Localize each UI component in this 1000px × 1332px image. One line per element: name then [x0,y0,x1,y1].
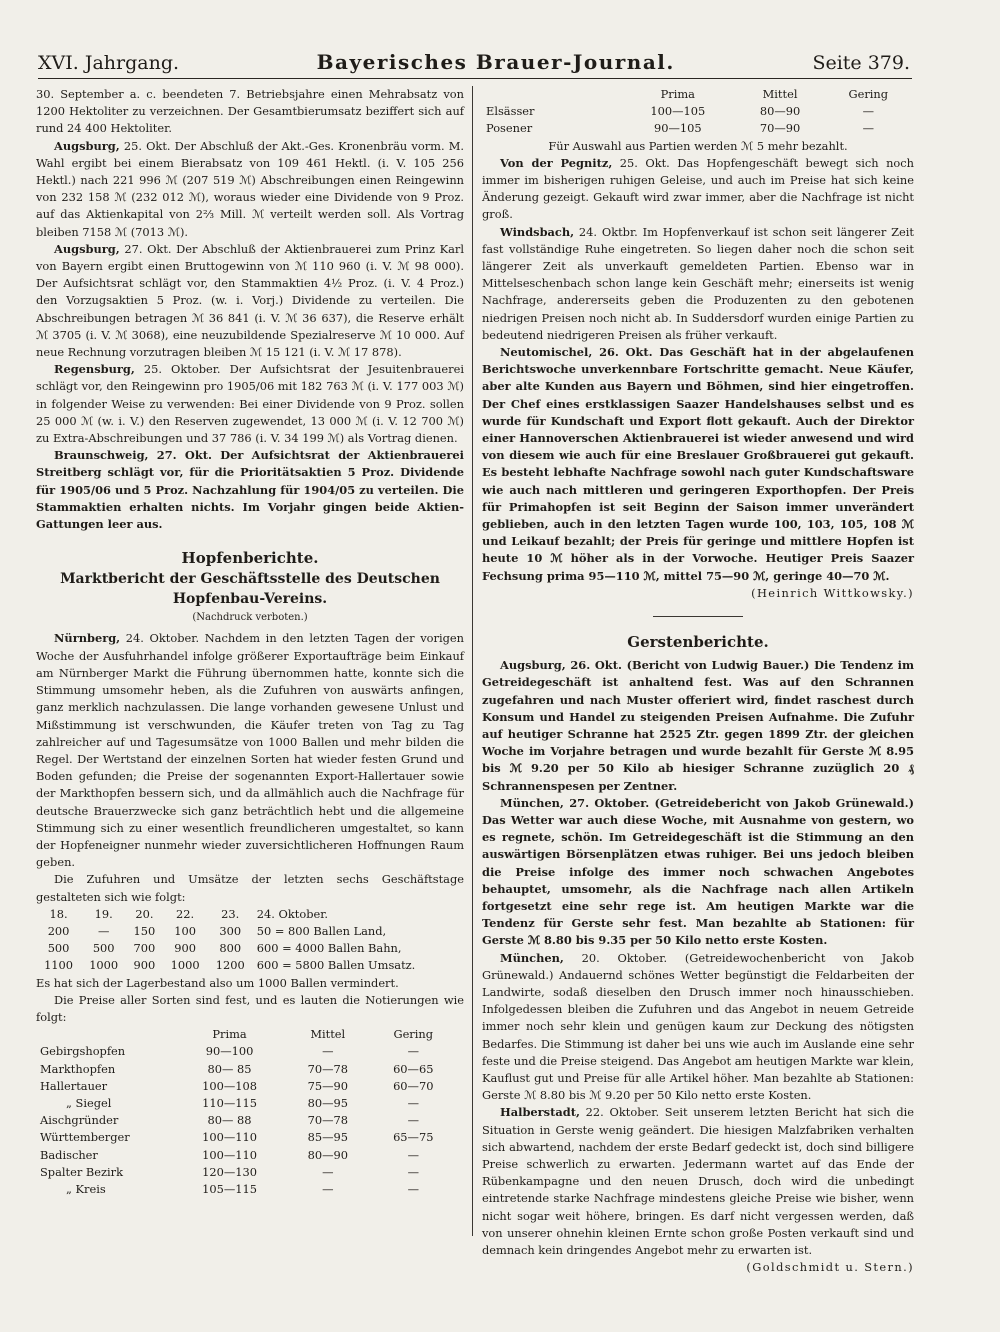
table-cell: 80—90 [307,1147,348,1162]
table-cell: 80— 88 [207,1113,252,1128]
table-cell: 60—65 [393,1061,434,1076]
table-cell: 150 [133,923,156,938]
table-cell: — [407,1181,419,1196]
hop-price-table [36,1026,456,1198]
table-cell: 80— 85 [207,1061,252,1076]
article-text: 27. Oktober. (Getreidebericht von Jakob Grünewald.) Das Wetter war auch diese Woche, mit Ausnahme von gestern, wo es regnete, schön. Im Getreidegeschäft ist die Stimmung an den auswärtigen Börsenplätzen etwas ruhiger. Bei uns jedoch bleiben die Preise infolge des immer noch schwachen Angebotes behauptet, umsomehr, als die Nachfrage nach allen Artikeln fortgesetzt eine sehr rege ist. Am heutigen Markte war die Tendenz für Gerste sehr fest. Man bezahlte ab Stationen: für Gerste ℳ 8.80 bis 9.35 per 50 Kilo netto erste Kosten. [482,795,914,948]
article-lead: Augsburg, [54,241,120,256]
table-row [36,1061,456,1078]
left-column [36,86,464,1198]
table-header: Prima [660,87,695,101]
table-cell: — [407,1044,419,1059]
article-paragraph: Die Zufuhren und Umsätze der letzten sechs Geschäftstage gestalteten sich wie folgt: [36,872,464,904]
table-cell: — [322,1044,334,1059]
article-paragraph [482,950,914,1105]
table-cell: 1000 [170,958,200,973]
journal-title: Bayerisches Brauer-Journal. [316,50,675,74]
table-row [36,1129,456,1146]
article-text: 20. Oktober. (Getreidewochenbericht von Jakob Grünewald.) Andauernd schönes Wetter begünstigt die Feldarbeiten der Landwirte, sodaß dieselben den Drusch immer noch hinausschieben. Infolgedessen bleiben die Zufuhren und das Angebot in neuem Getreide immer noch sehr klein und genügen kaum zur Deckung des nötigsten Bedarfes. Die Stimmung ist daher bei uns wie auch im Auslande eine sehr feste und die Preise steigend. Das Angebot am heutigen Markte war klein, Kauflust gut und Preise für alle Artikel höher. Man bezahlte ab Stationen: Gerste ℳ 8.80 bis ℳ 9.20 per 50 Kilo netto erste Kosten. [482,950,914,1103]
table-cell: 80—95 [307,1095,348,1110]
article-lead: München, [500,795,564,810]
table-cell: — [407,1147,419,1162]
table-cell: 18. [49,906,68,921]
article-lead: Augsburg, [54,138,120,153]
signature: (Goldschmidt u. Stern.) [746,1260,914,1275]
table-cell: 75—90 [307,1078,348,1093]
table-cell: Hallertauer [40,1078,108,1093]
article-lead: Halberstadt, [500,1105,580,1120]
table-row [482,120,912,137]
table-cell: 1000 [89,958,119,973]
column-divider [472,86,473,1236]
table-cell: 90—105 [653,121,702,136]
section-title-hops: Hopfenberichte. [181,549,319,568]
article-paragraph [36,361,464,447]
table-cell: Elsässer [486,104,535,119]
article-paragraph [36,447,464,533]
article-paragraph: Die Preise aller Sorten sind fest, und es lauten die Notierungen wie folgt: [36,992,464,1024]
table-cell: 85—95 [307,1130,348,1145]
table-cell: — [322,1181,334,1196]
table-cell: 300 [219,923,242,938]
table-cell: 60—70 [393,1078,434,1093]
table-cell: 65—75 [393,1130,434,1145]
article-paragraph [36,138,464,241]
table-cell: „ Kreis [66,1181,106,1196]
table-cell: Württemberger [40,1130,130,1145]
table-row [36,1043,456,1060]
article-text: 27. Okt. Der Abschluß der Aktienbrauerei zum Prinz Karl von Bayern ergibt einen Bruttogewinn von ℳ 110 960 (i. V. ℳ 98 000). Der Aufsichtsrat schlägt vor, den Stammaktien 4½ Proz. (i. V. 4 Proz.) den Vorzugsaktien 5 Proz. (w. i. Vorj.) Dividende zu verteilen. Die Abschreibungen betragen ℳ 36 841 (i. V. ℳ 36 637), die Reserve erhält ℳ 3705 (i. V. ℳ 3068), eine neuzubildende Spezialreserve ℳ 10 000. Auf neue Rechnung vorzutragen bleiben ℳ 15 121 (i. V. ℳ 17 878). [36,241,464,360]
table-cell: — [862,121,874,136]
table-cell: 22. [176,906,195,921]
table-cell: Gebirgshopfen [40,1044,126,1059]
table-cell: Markthopfen [40,1061,116,1076]
section-divider [653,616,743,617]
header-rule [38,78,912,79]
right-column [482,86,914,1276]
article-text: 26. Okt. Das Geschäft hat in der abgelaufenen Berichtswoche unverkennbare Fortschritte gemacht. Neue Käufer, aber alte Kunden aus Bayern und Böhmen, sind hier eingetroffen. Der Chef eines erstklassigen Saazer Handelshauses selbst und es wurde für Kundschaft und Export flott gekauft. Auch der Direktor einer Hannoverschen Aktienbrauerei ist wieder anwesend und wird von diesem wie auch für eine Breslauer Großbrauerei gut gekauft. Es besteht lebhafte Nachfrage sowohl nach guter Kundschaftsware wie auch nach mittleren und geringeren Exporthopfen. Der Preis für Primahopfen ist seit Beginn der Saison immer unverändert geblieben, auch in den letzten Tagen wurde 100, 103, 105, 108 ℳ und Leikauf bezahlt; der Preis für geringe und mittlere Hopfen ist heute 10 ℳ höher als in der Vorwoche. Heutiger Preis Saazer Fechsung prima 95—110 ℳ, mittel 75—90 ℳ, geringe 40—70 ℳ. [482,345,914,583]
table-cell: 24. Oktober. [256,906,329,921]
page-number: Seite 379. [812,52,910,74]
page-header [38,44,910,74]
table-row [36,1095,456,1112]
table-cell: — [407,1095,419,1110]
article-paragraph: Es hat sich der Lagerbestand also um 1000 Ballen vermindert. [36,975,399,990]
article-paragraph [482,344,914,585]
article-paragraph: Für Auswahl aus Partien werden ℳ 5 mehr bezahlt. [548,138,848,153]
article-paragraph: 30. September a. c. beendeten 7. Betriebsjahre einen Mehrabsatz von 1200 Hektoliter zu verzeichnen. Der Gesamtbierumsatz beziffert sich auf rund 24 400 Hektoliter. [36,87,464,136]
table-row [36,923,456,940]
article-paragraph [482,795,914,950]
table-cell: 500 [92,941,115,956]
section-subtitle: Marktbericht der Geschäftsstelle des Deutschen Hopfenbau-Vereins. [60,571,440,608]
table-header: Mittel [310,1027,346,1042]
supply-table [36,906,456,975]
article-text: 24. Oktbr. Im Hopfenverkauf ist schon seit längerer Zeit fast vollständige Ruhe eingetreten. So liegen daher noch die schon seit längerer Zeit als unverkauft gemeldeten Partien. Ebenso war in Mittelseschenbach schon lange kein Geschäft mehr; einerseits ist wenig Nachfrage, andererseits geben die Produzenten zu den gebotenen niedrigen Preisen noch nicht ab. In Suddersdorf wurden einige Partien zu bedeutend niedrigeren Preisen als früher verkauft. [482,224,914,342]
article-paragraph [482,1104,914,1259]
table-cell: Spalter Bezirk [40,1164,124,1179]
table-cell: — [322,1164,334,1179]
table-row [36,1181,456,1198]
table-cell: 100—108 [202,1078,257,1093]
article-lead: Windsbach, [500,224,575,239]
table-header: Mittel [762,87,798,101]
section-title-barley: Gerstenberichte. [627,633,769,652]
article-lead: Augsburg, [500,658,566,673]
table-row [36,1112,456,1129]
table-cell: 20. [135,906,154,921]
article-paragraph [482,155,914,224]
article-lead: Nürnberg, [54,631,121,646]
table-row [36,906,456,923]
table-cell: 100—110 [202,1147,257,1162]
article-text: 22. Oktober. Seit unserem letzten Bericht hat sich die Situation in Gerste wenig geändert. Die hiesigen Malzfabriken verhalten sich abwartend, nachdem der erste Bedarf gedeckt ist, doch sind billigere Preise schwerlich zu erwarten. Jedermann wartet auf das Ende der Rübenkampagne und den neuen Drusch, doch wird die unbedingt eintretende starke Nachfrage mindestens gleiche Preise wie bisher, wenn nicht sogar weit höhere, bringen. Es darf nicht vergessen werden, daß von unserer ohnehin kleinen Ernte schon große Posten verkauft sind und demnach kein dringendes Angebot mehr zu erwarten ist. [482,1105,914,1257]
table-cell: 100—105 [650,104,706,119]
table-cell: — [862,104,874,119]
table-cell: 110—115 [202,1095,257,1110]
article-lead: Regensburg, [54,362,135,377]
table-row [482,103,912,120]
table-cell: 700 [133,941,156,956]
table-cell: — [97,923,110,938]
table-cell: 19. [94,906,113,921]
table-header: Prima [212,1027,247,1042]
table-row [36,1164,456,1181]
table-cell: 600 = 4000 Ballen Bahn, [256,941,402,956]
article-lead: Von der Pegnitz, [500,155,613,170]
article-paragraph [36,241,464,361]
table-cell: 100—110 [202,1130,257,1145]
article-text: 25. Okt. Das Hopfengeschäft bewegt sich noch immer im bisherigen ruhigen Geleise, und auch im Preise hat sich keine Änderung gezeigt. Gekauft wird zwar immer, aber die Nachfrage ist nicht groß. [482,155,914,222]
article-paragraph [36,630,464,871]
table-cell: 120—130 [202,1164,257,1179]
article-lead: Braunschweig, [54,448,149,463]
reprint-note: (Nachdruck verboten.) [192,612,308,624]
article-lead: Neutomischel, [500,345,593,360]
article-text: 27. Okt. Der Aufsichtsrat der Aktienbrauerei Streitberg schlägt vor, für die Prioritätsaktien 5 Proz. Dividende für 1905/06 und 5 Proz. Nachzahlung für 1904/05 zu verteilen. Die Stammaktien erhalten nichts. Im Vorjahr gingen beide Aktien-Gattungen leer aus. [36,448,464,532]
table-cell: 500 [47,941,70,956]
table-cell: 50 = 800 Ballen Land, [256,923,387,938]
table-cell: 70—90 [759,121,801,136]
table-header: Gering [848,87,889,101]
table-row [36,1026,456,1043]
article-text: 25. Okt. Der Abschluß der Akt.-Ges. Kronenbräu vorm. M. Wahl ergibt bei einem Bierabsatz von 109 461 Hektl. (i. V. 105 256 Hektl.) nach 221 996 ℳ (207 519 ℳ) Abschreibungen einen Reingewinn von 232 158 ℳ (232 012 ℳ), woraus wieder eine Dividende von 9 Proz. auf das Aktienkapital von 2⅔ Mill. ℳ verteilt werden soll. Als Vortrag bleiben 7158 ℳ (7013 ℳ). [36,138,464,239]
table-cell: 80—90 [759,104,801,119]
article-text: 24. Oktober. Nachdem in den letzten Tagen der vorigen Woche der Ausfuhrhandel infolge größerer Exportaufträge beim Einkauf am Nürnberger Markt die Führung übernommen hatte, konnte sich die Stimmung umsomehr heben, als die Zufuhren von auswärts anfingen, ganz merklich nachzulassen. Die lange vorhanden gewesene Unlust und Mißstimmung ist verschwunden, die Käufer treten von Tag zu Tag zahlreicher auf und Tagesumsätze von 1000 Ballen und mehr bilden die Regel. Der Wertstand der einzelnen Sorten hat wieder festen Grund und Boden gefunden; die Preise der sogenannten Export-Hallertauer sowie der Markthopfen bessern sich, und da allmählich auch die Nachfrage für deutsche Brauerzwecke sich ganz beträchtlich hebt und die allgemeine Stimmung sich zu einer wesentlich freundlicheren umgestaltet, so kann der Hopfeneigner nunmehr wieder zuversichtlicheren Hoffnungen Raum geben. [36,631,464,870]
signature: (Heinrich Wittkowsky.) [751,585,914,600]
table-cell: 900 [133,958,156,973]
table-cell: 100 [174,923,196,938]
table-cell: 800 [219,941,242,956]
table-cell: 70—78 [307,1061,348,1076]
table-cell: 200 [47,923,70,938]
article-text: 25. Oktober. Der Aufsichtsrat der Jesuitenbrauerei schlägt vor, den Reingewinn pro 1905/06 mit 182 763 ℳ (i. V. 177 003 ℳ) in folgender Weise zu verwenden: Bei einer Dividende von 9 Proz. sollen 25 000 ℳ (w. i. V.) den Reserven zugewendet, 13 000 ℳ (i. V. 12 700 ℳ) zu Extra-Abschreibungen und 37 786 (i. V. 34 199 ℳ) als Vortrag dienen. [36,362,464,446]
table-cell: „ Siegel [66,1095,112,1110]
table-cell: 900 [174,941,196,956]
table-cell: Posener [486,121,533,136]
table-row [36,1147,456,1164]
table-cell: 90—100 [205,1044,254,1059]
table-cell: Aischgründer [40,1113,119,1128]
table-row [482,86,912,103]
article-text: 26. Okt. (Bericht von Ludwig Bauer.) Die Tendenz im Getreidegeschäft ist anhaltend fest. Was auf den Schrannen zugefahren und nach Muster offeriert wird, findet raschest durch Konsum und Handel zu steigenden Preisen Aufnahme. Die Zufuhr auf heutiger Schranne hat 2525 Ztr. gegen 1899 Ztr. der gleichen Woche im Vorjahre betragen und wurde bezahlt für Gerste ℳ 8.95 bis ℳ 9.20 per 50 Kilo ab hiesiger Schranne zuzüglich 20 ₰ Schrannenspesen per Zentner. [482,658,914,793]
table-cell: — [407,1164,419,1179]
article-paragraph [482,657,914,795]
hop-price-table-continued [482,86,912,138]
table-row [36,940,456,957]
article-lead: München, [500,950,564,965]
table-cell: 1100 [44,958,74,973]
volume-label: XVI. Jahrgang. [38,52,180,74]
table-header: Gering [393,1027,434,1042]
table-cell: 70—78 [307,1113,348,1128]
table-cell: Badischer [40,1147,98,1162]
article-paragraph [482,224,914,344]
table-row [36,1078,456,1095]
table-cell: — [407,1113,419,1128]
table-cell: 600 = 5800 Ballen Umsatz. [256,958,416,973]
table-cell: 1200 [215,958,245,973]
table-cell: 105—115 [202,1181,257,1196]
table-row [36,957,456,974]
table-cell: 23. [221,906,240,921]
